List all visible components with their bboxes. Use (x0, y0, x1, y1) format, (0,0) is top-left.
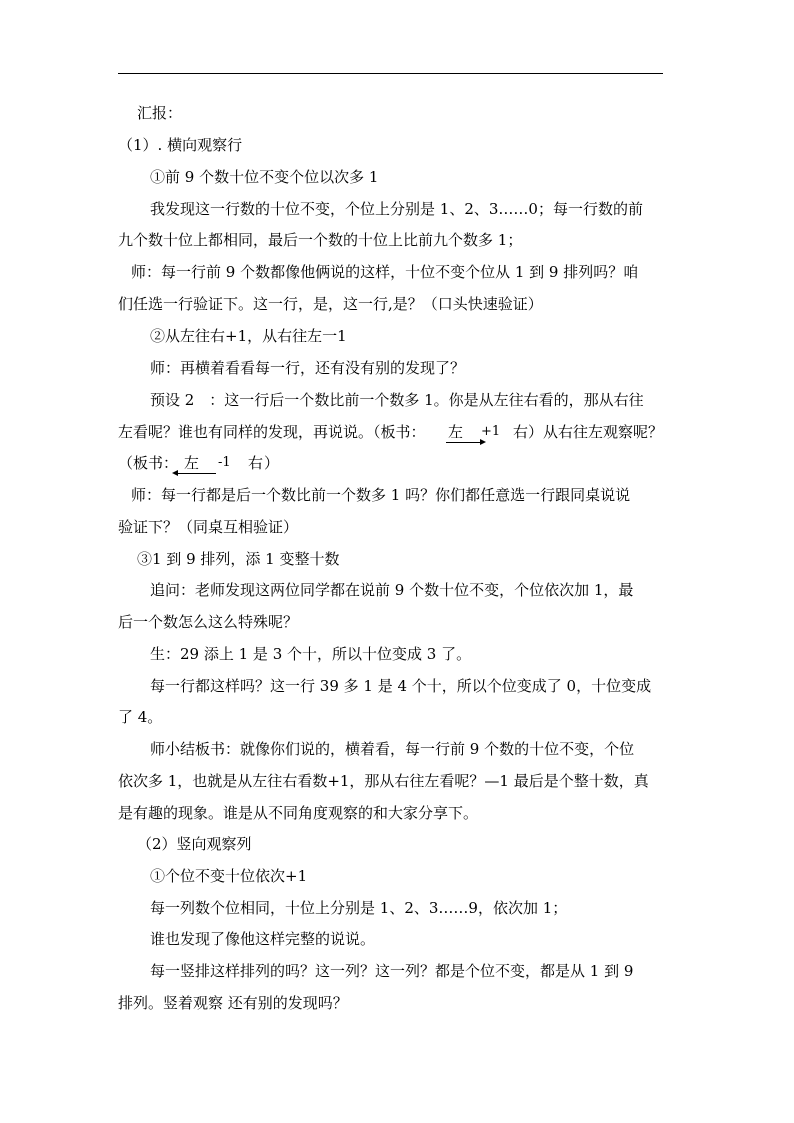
paragraph-line: 们任选一行验证下。这一行，是，这一行,是？（口头快速验证） (118, 295, 543, 313)
board-right-word: 右 (513, 423, 529, 441)
paragraph-line: 是有趣的现象。谁是从不同角度观察的和大家分享下。 (118, 804, 479, 822)
board-left-word: 左 (184, 454, 200, 472)
paragraph-line: 我发现这一行数的十位不变，个位上分别是 1、2、3……0；每一行数的前 (150, 200, 643, 218)
paragraph-line: 依次多 1，也就是从左往右看数+1，那从右往左看呢？—1 最后是个整十数，真 (118, 772, 649, 790)
paragraph-line: 九个数十位上都相同，最后一个数的十位上比前九个数多 1； (118, 231, 523, 249)
paragraph-line: 师小结板书：就像你们说的，横着看，每一行前 9 个数的十位不变，个位 (150, 740, 635, 758)
paragraph-line: 验证下？（同桌互相验证） (118, 518, 299, 536)
point-3-heading: ③1 到 9 排列，添 1 变整十数 (137, 550, 340, 568)
paragraph-line: 后一个数怎么这么特殊呢？ (118, 613, 299, 631)
paragraph-line: 每一行都这样吗？这一行 39 多 1 是 4 个十，所以个位变成了 0，十位变成 (150, 677, 652, 695)
paragraph-line: 预设 2 ：这一行后一个数比前一个数多 1。你是从左往右看的，那从右往 (150, 391, 644, 409)
report-heading: 汇报： (137, 104, 183, 122)
paragraph-line: 师：每一行前 9 个数都像他俩说的这样，十位不变个位从 1 到 9 排列吗？咱 (131, 263, 639, 281)
left-arrow-icon (174, 473, 216, 474)
board-note-text: ） (264, 454, 280, 472)
board-left-word: 左 (448, 423, 464, 441)
point-2-heading: ②从左往右+1，从右往左一1 (150, 327, 347, 345)
board-note-text: （板书： (118, 454, 179, 472)
paragraph-line: 谁也发现了像他这样完整的说说。 (150, 930, 376, 948)
board-op: +1 (481, 424, 501, 439)
board-note-text: ）从右往左观察呢？ (528, 423, 664, 441)
board-note-line-1 (118, 422, 678, 444)
header-rule (118, 73, 663, 74)
right-arrow-icon (446, 442, 484, 443)
board-op: -1 (218, 455, 231, 470)
point-1-heading: ①个位不变十位依次+1 (150, 867, 308, 885)
board-note-line-2 (118, 453, 418, 475)
paragraph-line: 师：每一行都是后一个数比前一个数多 1 吗？你们都任意选一行跟同桌说说 (131, 486, 631, 504)
paragraph-line: 师：再横着看看每一行，还有没有别的发现了？ (150, 359, 466, 377)
paragraph-line: 了 4。 (118, 708, 163, 726)
board-note-text: 左看呢？谁也有同样的发现，再说说。（板书： (118, 423, 426, 441)
paragraph-line: 每一列数个位相同，十位上分别是 1、2、3……9，依次加 1； (150, 899, 568, 917)
point-1-heading: ①前 9 个数十位不变个位以次多 1 (150, 168, 379, 186)
paragraph-line: 排列。竖着观察 还有别的发现吗？ (118, 994, 348, 1012)
section-1-heading: （1）. 横向观察行 (118, 136, 243, 154)
paragraph-line: 生：29 添上 1 是 3 个十，所以十位变成 3 了。 (150, 645, 472, 663)
board-right-word: 右 (248, 454, 264, 472)
paragraph-line: 每一竖排这样排列的吗？这一列？这一列？都是个位不变，都是从 1 到 9 (150, 962, 634, 980)
paragraph-line: 追问：老师发现这两位同学都在说前 9 个数十位不变，个位依次加 1，最 (150, 581, 634, 599)
section-2-heading: （2）竖向观察列 (137, 835, 252, 853)
